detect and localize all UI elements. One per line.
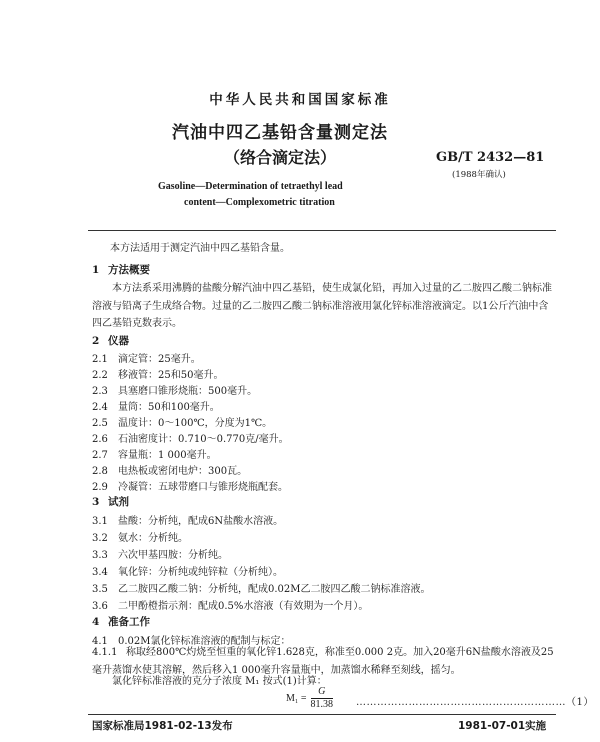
section-title: 方法概要: [108, 264, 150, 276]
list-item: [92, 446, 217, 461]
item-text: 0.02M氯化锌标准溶液的配制与标定：: [118, 636, 291, 647]
section-2-heading: [92, 333, 129, 348]
formula-numerator: G: [311, 686, 334, 699]
item-text: 乙二胺四乙酸二钠：分析纯，配成0.02M乙二胺四乙酸二钠标准溶液。: [118, 584, 431, 595]
section-number: 2: [92, 335, 100, 347]
intro-paragraph: 本方法适用于测定汽油中四乙基铅含量。: [110, 243, 290, 254]
section-number: 3: [92, 496, 100, 508]
section-number: 4: [92, 616, 100, 628]
item-text: 氨水：分析纯。: [118, 533, 188, 544]
item-text: 具塞磨口锥形烧瓶：500毫升。: [118, 386, 258, 397]
list-item: [92, 580, 431, 595]
item-text: 量筒：50和100毫升。: [118, 402, 220, 413]
list-item: [92, 398, 220, 413]
item-text: 盐酸：分析纯，配成6N盐酸水溶液。: [118, 516, 284, 527]
section-number: 1: [92, 264, 100, 276]
effective-date: 1981-07-01实施: [458, 720, 547, 732]
item-text: 二甲酚橙指示剂：配成0.5%水溶液（有效期为一个月）。: [118, 601, 369, 612]
item-number: 2.5: [92, 418, 108, 429]
item-number: 2.3: [92, 386, 108, 397]
item-text: 冷凝管：五球带磨口与锥形烧瓶配套。: [118, 482, 288, 493]
section-title: 仪器: [108, 335, 129, 347]
section-title: 试剂: [108, 496, 129, 508]
formula-1: [286, 686, 333, 711]
item-text: 容量瓶：1 000毫升。: [118, 450, 217, 461]
item-number: 3.5: [92, 584, 108, 595]
section-3-heading: [92, 494, 129, 509]
item-number: 2.6: [92, 434, 108, 445]
item-number: 4.1: [92, 636, 108, 647]
item-number: 2.2: [92, 370, 108, 381]
item-text: 滴定管：25毫升。: [118, 354, 201, 365]
formula-fraction: [311, 686, 334, 711]
section-1-heading: [92, 262, 150, 277]
item-text: 电热板或密闭电炉：300瓦。: [118, 466, 248, 477]
list-item: [92, 597, 368, 612]
item-number: 2.8: [92, 466, 108, 477]
section-4-heading: [92, 614, 150, 629]
formula-lhs: M₁ =: [286, 693, 307, 704]
header-divider: [88, 230, 556, 231]
standard-code: GB/T 2432—81: [436, 150, 545, 165]
list-item: [92, 563, 283, 578]
list-item: [92, 529, 188, 544]
item-number: 3.1: [92, 516, 108, 527]
formula-leader-dots: ……………………………………………………（1）: [356, 697, 594, 708]
list-item: [92, 462, 247, 477]
item-number: 2.9: [92, 482, 108, 493]
list-item: [92, 546, 228, 561]
item-number: 2.1: [92, 354, 108, 365]
national-standard-header: 中华人民共和国国家标准: [209, 92, 391, 108]
item-text: 称取经800℃灼烧至恒重的氧化锌1.628克，称准至0.000 2克。加入20毫升6N盐酸水溶液及25毫升蒸馏水使其溶解，然后移入1 000毫升容量瓶中，加蒸馏水稀释至刻线，摇匀。: [92, 647, 554, 676]
formula-intro: 氯化锌标准溶液的克分子浓度 M₁ 按式(1)计算：: [112, 676, 327, 687]
confirmation-note: (1988年确认): [452, 170, 506, 180]
item-text: 氧化锌：分析纯或纯锌粒（分析纯）。: [118, 567, 283, 578]
item-number: 2.4: [92, 402, 108, 413]
list-item: [92, 366, 223, 381]
document-title: 汽油中四乙基铅含量测定法: [172, 123, 388, 143]
section-title: 准备工作: [108, 616, 150, 628]
item-number: 4.1.1: [92, 647, 118, 658]
list-item: [92, 382, 257, 397]
issue-date: 国家标准局1981-02-13发布: [92, 720, 233, 732]
list-item: [92, 478, 288, 493]
section-1-paragraph: 本方法系采用沸腾的盐酸分解汽油中四乙基铅，使生成氯化铅，再加入过量的乙二胺四乙酸二钠标准溶液与铅离子生成络合物。过量的乙二胺四乙酸二钠标准溶液用氯化锌标准溶液滴定。以1公斤汽油中含四乙基铅克数表示。: [92, 283, 552, 329]
english-title-line-1: Gasoline—Determination of tetraethyl lead: [158, 181, 343, 192]
english-title-line-2: content—Complexometric titration: [184, 197, 335, 208]
item-text: 六次甲基四胺：分析纯。: [118, 550, 228, 561]
formula-denominator: 81.38: [310, 699, 334, 710]
item-text: 温度计：0～100℃，分度为1℃。: [118, 418, 273, 429]
item-text: 移液管：25和50毫升。: [118, 370, 224, 381]
footer-divider: [88, 714, 556, 715]
item-number: 3.4: [92, 567, 108, 578]
item-number: 3.2: [92, 533, 108, 544]
list-item: [92, 430, 289, 445]
list-item: [92, 350, 201, 365]
item-number: 3.6: [92, 601, 108, 612]
list-item: [92, 414, 272, 429]
item-number: 3.3: [92, 550, 108, 561]
item-text: 石油密度计：0.710～0.770克/毫升。: [118, 434, 289, 445]
list-item: [92, 512, 283, 527]
document-subtitle: （络合滴定法）: [224, 148, 337, 167]
item-number: 2.7: [92, 450, 108, 461]
